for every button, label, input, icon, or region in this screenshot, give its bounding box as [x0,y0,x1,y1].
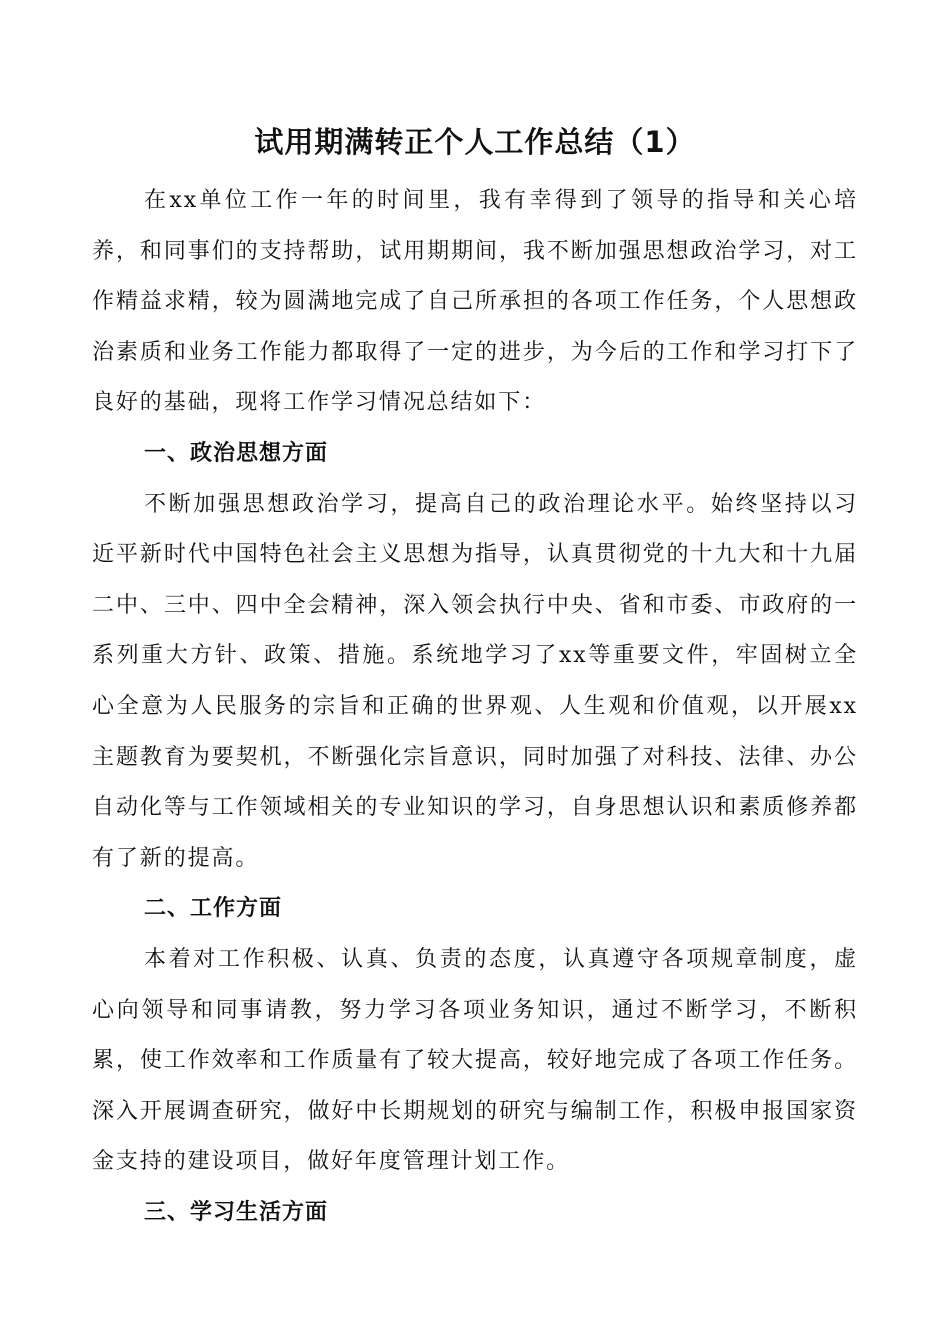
section-paragraph-work: 本着对工作积极、认真、负责的态度，认真遵守各项规章制度，虚心向领导和同事请教，努力学习各项业务知识，通过不断学习，不断积累，使工作效率和工作质量有了较大提高，较好地完成了各项工作任务。深入开展调查研究，做好中长期规划的研究与编制工作，积极申报国家资金支持的建设项目，做好年度管理计划工作。 [92,946,858,1175]
document-body [92,176,858,1238]
section-heading-work: 二、工作方面 [144,896,283,922]
document-title: 试用期满转正个人工作总结（1） [254,125,696,159]
section-heading-political: 一、政治思想方面 [144,440,329,466]
section-heading-study-life: 三、学习生活方面 [144,1199,329,1225]
section-paragraph-political: 不断加强思想政治学习，提高自己的政治理论水平。始终坚持以习近平新时代中国特色社会主义思想为指导，认真贯彻党的十九大和十九届二中、三中、四中全会精神，深入领会执行中央、省和市委、市政府的一系列重大方针、政策、措施。系统地学习了xx等重要文件，牢固树立全心全意为人民服务的宗旨和正确的世界观、人生观和价值观，以开展xx主题教育为要契机，不断强化宗旨意识，同时加强了对科技、法律、办公自动化等与工作领域相关的专业知识的学习，自身思想认识和素质修养都有了新的提高。 [92,491,858,871]
intro-paragraph: 在xx单位工作一年的时间里，我有幸得到了领导的指导和关心培养，和同事们的支持帮助，试用期期间，我不断加强思想政治学习，对工作精益求精，较为圆满地完成了自己所承担的各项工作任务，个人思想政治素质和业务工作能力都取得了一定的进步，为今后的工作和学习打下了良好的基础，现将工作学习情况总结如下： [92,188,858,416]
